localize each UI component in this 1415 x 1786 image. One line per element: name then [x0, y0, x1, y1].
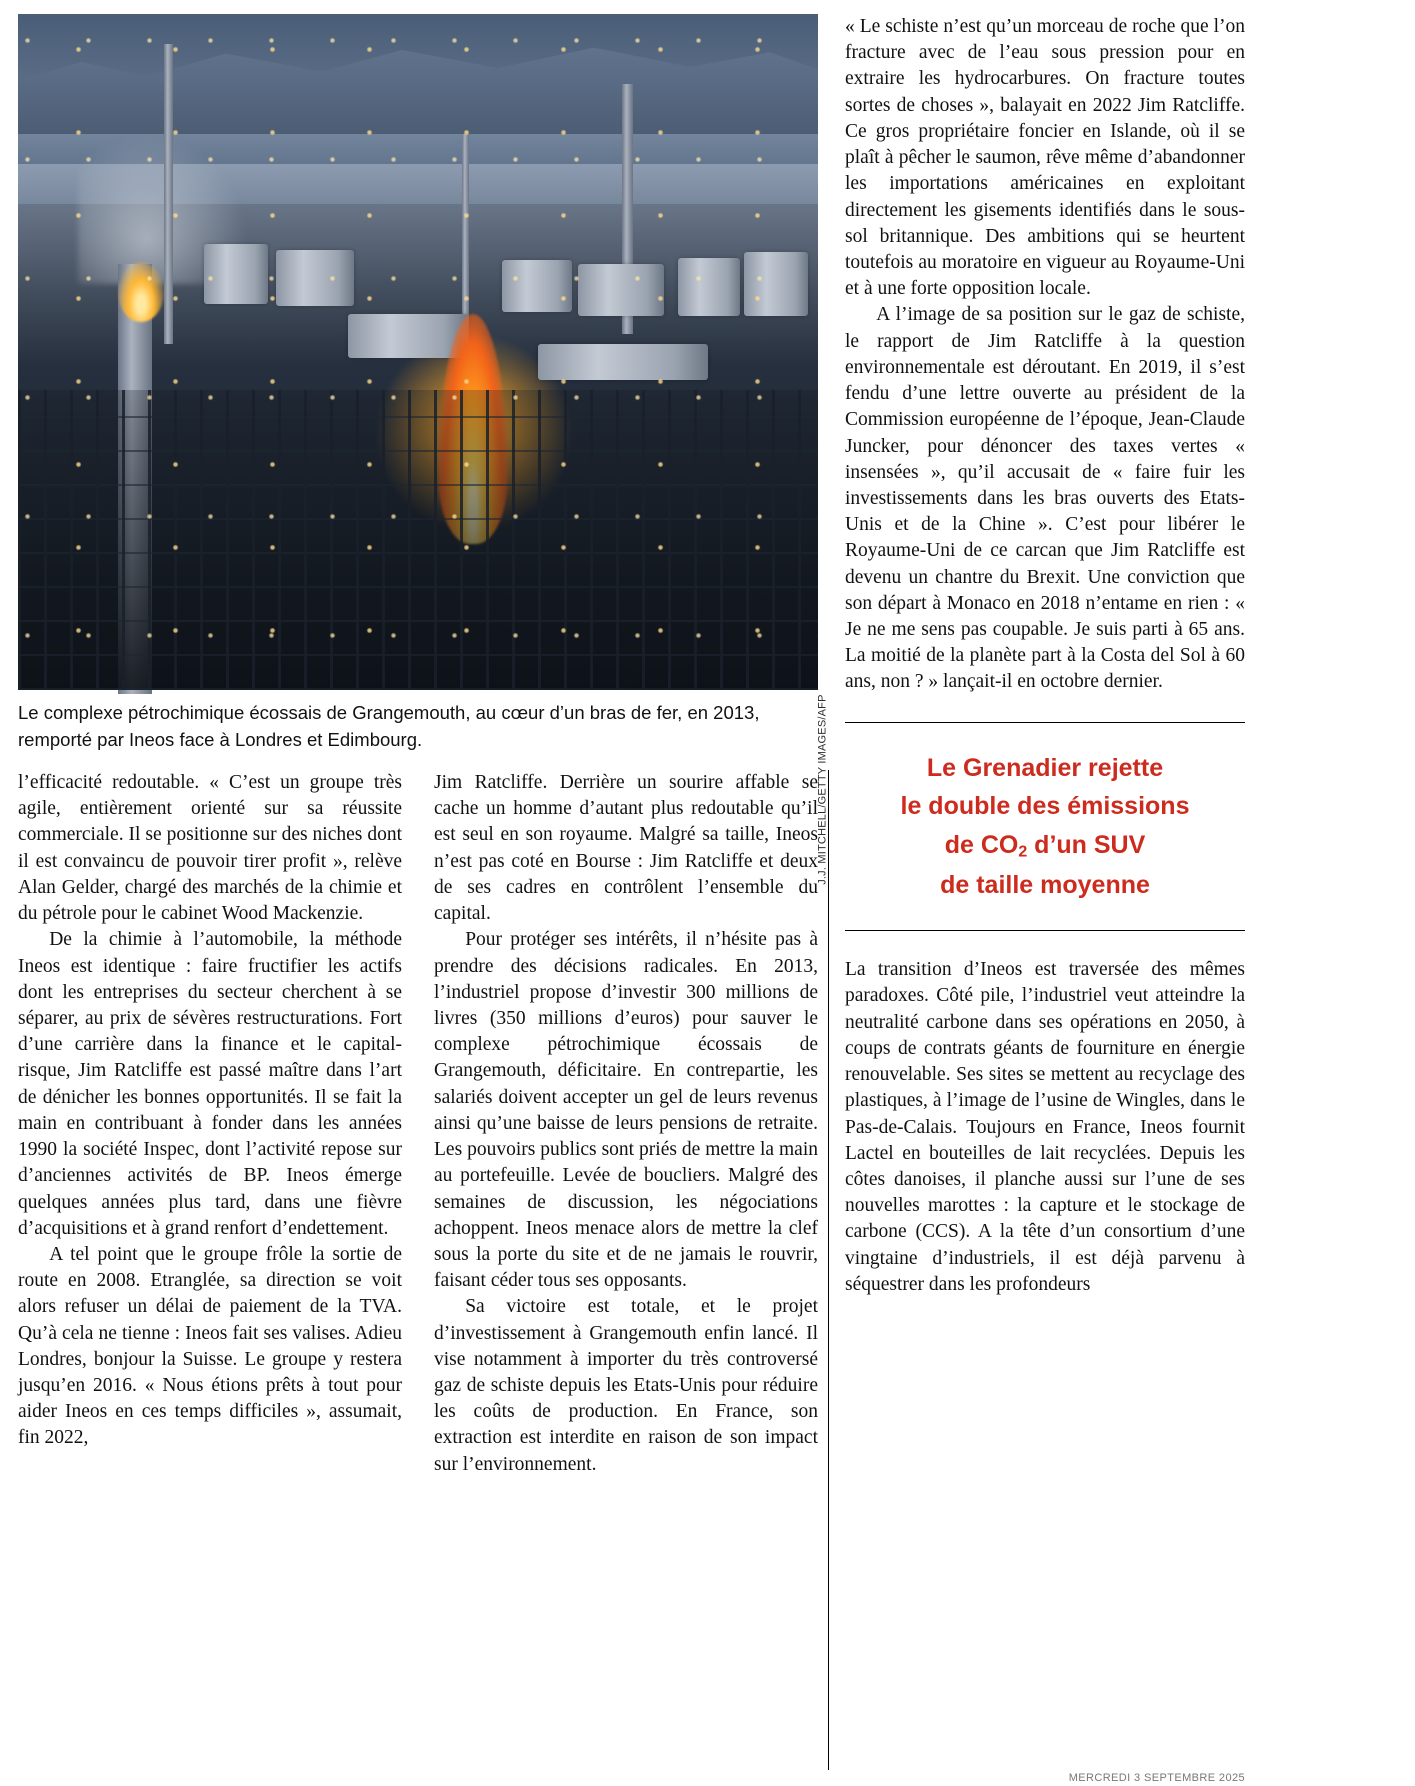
- pullquote-rule-bottom: [845, 930, 1245, 931]
- pullquote-line-1: Le Grenadier rejette: [926, 753, 1164, 782]
- pullquote-rule-top: [845, 722, 1245, 723]
- paragraph: « Le schiste n’est qu’un morceau de roche que l’on fracture avec de l’eau sous pression pour en extraire les hydrocarbures. On fracture toutes sortes de choses », balayait en 2022 Jim Ratcliffe. Ce gros propriétaire foncier en Islande, où il se plaît à pêcher le saumon, rêve même d’abandonner les importations américaines en exploitant directement les gisements identifiés dans le sous-sol britannique. Des ambitions qui se heurtent toutefois au moratoire en vigueur au Royaume-Uni et à une forte opposition locale.: [845, 16, 1245, 300]
- paragraph: Pour protéger ses intérêts, il n’hésite pas à prendre des décisions radicales. En 2013, l’industriel propose d’investir 300 millions de livres (350 millions d’euros) pour sauver le complexe pétrochimique écossais de Grangemouth, déficitaire. En contrepartie, les salariés doivent accepter un gel de leurs revenus ainsi qu’une baisse de leurs pensions de retraite. Les pouvoirs publics sont priés de mettre la main au portefeuille. Levée de boucliers. Malgré des semaines de discussion, les négociations achoppent. Ineos menace alors de mettre la clef sous la porte du site et de ne jamais le rouvrir, faisant céder tous ses opposants.: [434, 929, 818, 1292]
- photo-lights: [18, 14, 818, 690]
- paragraph: l’efficacité redoutable. « C’est un groupe très agile, entièrement orienté sur sa réussite commerciale. Il se positionne sur des niches dont il est convaincu de pouvoir tirer profit », relève Alan Gelder, chargé des marchés de la chimie et du pétrole pour le cabinet Wood Mackenzie.: [18, 772, 402, 925]
- pullquote-line-3-post: d’un SUV: [1027, 831, 1146, 860]
- column-divider: [828, 770, 829, 1770]
- pullquote-line-2: le double des émissions: [900, 792, 1190, 821]
- article-column-left: [18, 770, 402, 1478]
- photo-image: [18, 14, 818, 690]
- pullquote-line-3-pre: de CO: [944, 831, 1019, 860]
- paragraph: A tel point que le groupe frôle la sortie de route en 2008. Etranglée, sa direction se voit alors refuser un délai de paiement de la TVA. Qu’à cela ne tienne : Ineos fait ses valises. Adieu Londres, bonjour la Suisse. Le groupe y restera jusqu’en 2016. « Nous étions prêts à tout pour aider Ineos en ces temps difficiles », assumait, fin 2022,: [18, 1243, 402, 1449]
- paragraph: La transition d’Ineos est traversée des mêmes paradoxes. Côté pile, l’industriel veut atteindre la neutralité carbone dans ses opérations en 2050, à coups de contrats géants de fourniture en énergie renouvelable. Ses sites se mettent au recyclage des plastiques, à l’image de l’usine de Wingles, dans le Pas-de-Calais. Toujours en France, Ineos fournit Lactel en bouteilles de lait recyclées. Depuis les côtes danoises, il planche aussi sur l’une de ses nouvelles marottes : la capture et le stockage de carbone (CCS). A la tête d’un consortium d’une vingtaine d’industriels, il est déjà parvenu à séquestrer dans les profondeurs: [845, 959, 1245, 1295]
- pullquote-line-3: [845, 826, 1245, 865]
- paragraph: Jim Ratcliffe. Derrière un sourire affable se cache un homme d’autant plus redoutable qu’il est seul en son royaume. Malgré sa taille, Ineos n’est pas coté en Bourse : Jim Ratcliffe et deux de ses cadres en contrôlent l’ensemble du capital.: [434, 772, 818, 925]
- photo-credit: J.J. MITCHELL/GETTY IMAGES/AFP: [816, 694, 828, 885]
- paragraph: De la chimie à l’automobile, la méthode Ineos est identique : faire fructifier les actifs dont les entreprises du secteur cherchent à se séparer, au prix de sévères restructurations. Fort d’une carrière dans la finance et le capital-risque, Jim Ratcliffe est passé maître dans l’art de dénicher les bonnes opportunités. Il se fait la main en contribuant à fonder dans les années 1990 la société Inspec, dont l’activité repose sur d’anciennes activités de BP. Ineos émerge quelques années plus tard, dans une fièvre d’acquisitions et à grand renfort d’endettement.: [18, 929, 402, 1239]
- pullquote-co2-subscript: 2: [1018, 843, 1028, 861]
- paragraph: Sa victoire est totale, et le projet d’investissement à Grangemouth enfin lancé. Il vise notamment à importer du très controversé gaz de schiste depuis les Etats-Unis pour réduire les coûts de production. En France, son extraction est interdite en raison de son impact sur l’environnement.: [434, 1296, 818, 1475]
- pullquote: [845, 749, 1245, 905]
- page-footer-date: MERCREDI 3 SEPTEMBRE 2025: [1068, 1772, 1245, 1784]
- article-column-middle: [434, 770, 818, 1478]
- article-column-right: [845, 14, 1245, 1298]
- pullquote-line-4: de taille moyenne: [940, 870, 1150, 899]
- paragraph: A l’image de sa position sur le gaz de schiste, le rapport de Jim Ratcliffe à la question environnementale est déroutant. En 2019, il s’est fendu d’une lettre ouverte au président de la Commission européenne de l’époque, Jean-Claude Juncker, pour dénoncer des taxes vertes « insensées », qu’il accusait de « faire fuir les investissements dans les bras ouverts des Etats-Unis et de la Chine ». C’est pour libérer le Royaume-Uni de ce carcan que Jim Ratcliffe est devenu un chantre du Brexit. Une conviction que son départ à Monaco en 2018 n’entame en rien : « Je ne me sens pas coupable. Je suis parti à 65 ans. La moitié de la planète part à la Costa del Sol à 60 ans, non ? » lançait-il en octobre dernier.: [845, 304, 1245, 693]
- article-body-columns: [18, 770, 818, 1478]
- photo-caption: Le complexe pétrochimique écossais de Grangemouth, au cœur d’un bras de fer, en 2013, remporté par Ineos face à Londres et Edimbourg.: [18, 702, 760, 750]
